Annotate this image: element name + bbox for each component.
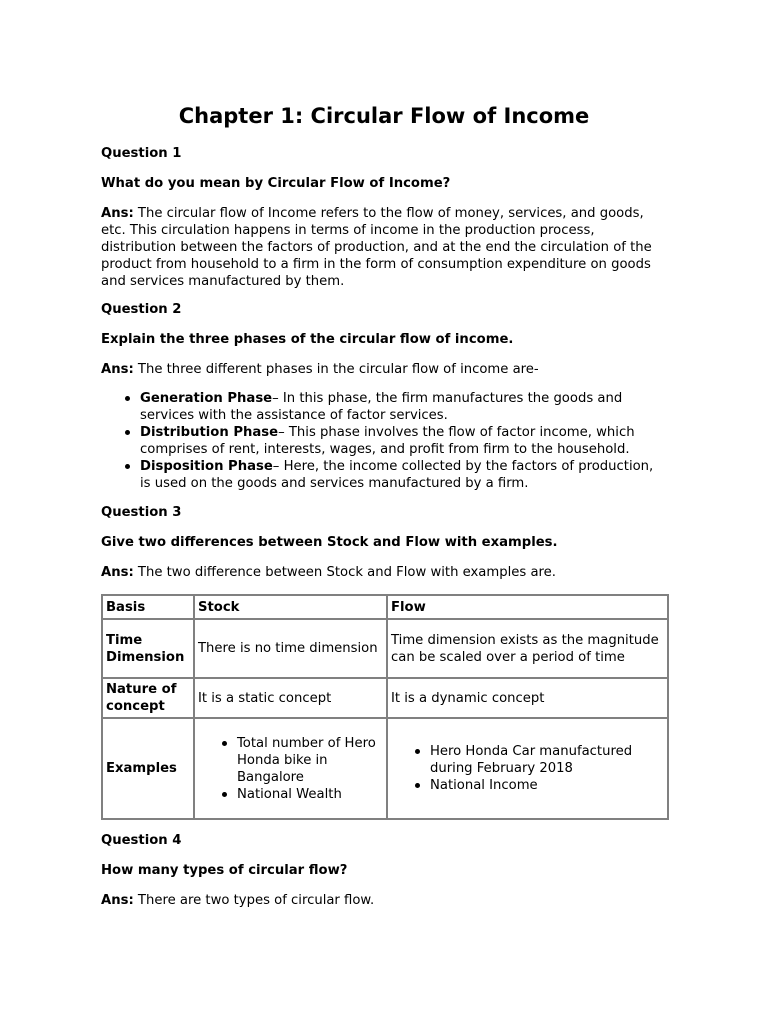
row-basis: Examples: [102, 718, 194, 819]
phase-text: – In this phase, the firm manufactures the goods and services with the assistance of factor services.: [140, 391, 623, 423]
header-stock: Stock: [194, 595, 387, 619]
row-stock: [194, 718, 387, 819]
stock-flow-table: [101, 594, 669, 820]
question-4-text: How many types of circular flow?: [101, 863, 348, 878]
header-basis: Basis: [102, 595, 194, 619]
row-basis: Time Dimension: [102, 619, 194, 678]
table-header-row: [102, 595, 668, 619]
answer-1: [101, 205, 667, 290]
answer-3: [101, 564, 667, 581]
phase-term: Disposition Phase: [140, 459, 273, 474]
row-stock: There is no time dimension: [194, 619, 387, 678]
table-row: [102, 678, 668, 718]
phase-text: – This phase involves the flow of factor income, which comprises of rent, interests, wages, and profit from firm to the household.: [140, 425, 635, 457]
answer-2: [101, 361, 667, 378]
answer-4-text: There are two types of circular flow.: [133, 893, 375, 908]
question-3-label: Question 3: [101, 505, 182, 520]
row-basis: Nature of concept: [102, 678, 194, 718]
answer-label: Ans:: [101, 893, 134, 908]
phases-list: [101, 390, 667, 492]
table-row: [102, 718, 668, 819]
list-item: Total number of Hero Honda bike in Bangalore: [237, 735, 383, 786]
answer-2-text: The three different phases in the circular flow of income are-: [133, 362, 539, 377]
list-item: [140, 390, 667, 424]
list-item: Hero Honda Car manufactured during February 2018: [430, 743, 664, 777]
question-3-text: Give two differences between Stock and Flow with examples.: [101, 535, 558, 550]
answer-label: Ans:: [101, 206, 134, 221]
row-stock: It is a static concept: [194, 678, 387, 718]
question-1-text: What do you mean by Circular Flow of Income?: [101, 176, 451, 191]
answer-4: [101, 892, 667, 909]
answer-1-text: The circular flow of Income refers to the flow of money, services, and goods, etc. This circulation happens in terms of income in the production process, distribution between the factors of production, and at the end the circulation of the product from household to a firm in the form of consumption expenditure on goods and services manufactured by them.: [101, 206, 652, 289]
list-item: National Wealth: [237, 786, 383, 803]
table-row: [102, 619, 668, 678]
phase-term: Generation Phase: [140, 391, 273, 406]
row-flow: Time dimension exists as the magnitude can be scaled over a period of time: [387, 619, 668, 678]
question-2-text: Explain the three phases of the circular flow of income.: [101, 332, 514, 347]
header-flow: Flow: [387, 595, 668, 619]
list-item: National Income: [430, 777, 664, 794]
flow-examples-list: [391, 743, 664, 794]
answer-label: Ans:: [101, 362, 134, 377]
question-4-label: Question 4: [101, 833, 182, 848]
question-1-label: Question 1: [101, 146, 182, 161]
phase-term: Distribution Phase: [140, 425, 279, 440]
list-item: [140, 424, 667, 458]
answer-label: Ans:: [101, 565, 134, 580]
row-flow: It is a dynamic concept: [387, 678, 668, 718]
question-2-label: Question 2: [101, 302, 182, 317]
page-title: Chapter 1: Circular Flow of Income: [178, 104, 590, 128]
phase-text: – Here, the income collected by the factors of production, is used on the goods and services manufactured by a firm.: [140, 459, 654, 491]
stock-examples-list: [198, 735, 383, 803]
row-flow: [387, 718, 668, 819]
list-item: [140, 458, 667, 492]
answer-3-text: The two difference between Stock and Flow with examples are.: [133, 565, 556, 580]
